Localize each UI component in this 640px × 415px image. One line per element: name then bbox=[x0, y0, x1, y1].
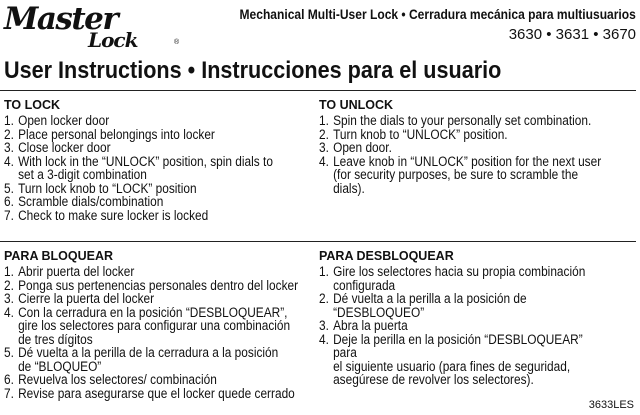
step-item bbox=[4, 346, 298, 373]
step-number: 5. bbox=[4, 345, 14, 360]
step-item bbox=[4, 128, 273, 142]
step-number: 7. bbox=[4, 207, 14, 223]
to-unlock-steps bbox=[319, 114, 640, 195]
step-item bbox=[4, 114, 273, 128]
step-number: 3. bbox=[319, 318, 329, 333]
step-text: Leave knob in “UNLOCK” position for the next user (for security purposes, be sure to scramble the dials). bbox=[333, 153, 602, 196]
step-item bbox=[4, 195, 273, 209]
to-lock-steps bbox=[4, 114, 310, 222]
model-numbers: 3630 • 3631 • 3670 bbox=[508, 26, 636, 43]
step-number: 5. bbox=[4, 180, 14, 196]
to-unlock-heading: TO UNLOCK bbox=[319, 98, 394, 112]
step-number: 4. bbox=[319, 153, 329, 169]
step-text: Close locker door bbox=[18, 140, 111, 155]
step-number: 4. bbox=[4, 153, 14, 169]
step-text: Dé vuelta a la perilla de la cerradura a la posición de “BLOQUEO” bbox=[18, 345, 279, 374]
step-item bbox=[4, 141, 273, 155]
step-text: Check to make sure locker is locked bbox=[18, 207, 209, 223]
step-text: Con la cerradura en la posición “DESBLOQUEAR”, gire los selectores para configurar una combinación de tres dígitos bbox=[18, 304, 291, 347]
step-text: Turn knob to “UNLOCK” position. bbox=[333, 126, 508, 142]
step-number: 6. bbox=[4, 372, 14, 387]
title-divider bbox=[0, 90, 636, 91]
to-unlock-section bbox=[319, 98, 640, 195]
para-desbloquear-steps bbox=[319, 265, 640, 387]
step-number: 2. bbox=[4, 126, 14, 142]
section-divider bbox=[0, 241, 636, 242]
step-text: Abrir puerta del locker bbox=[18, 264, 135, 279]
step-item bbox=[319, 155, 601, 196]
step-item bbox=[4, 292, 298, 306]
step-item bbox=[4, 306, 298, 347]
step-text: Dé vuelta a la perilla a la posición de “DESBLOQUEO” bbox=[333, 291, 527, 320]
para-bloquear-section bbox=[4, 249, 338, 400]
step-number: 7. bbox=[4, 385, 14, 401]
step-text: Open locker door bbox=[18, 113, 110, 128]
step-item bbox=[319, 141, 601, 155]
step-text: Cierre la puerta del locker bbox=[18, 291, 155, 306]
step-item bbox=[319, 292, 601, 319]
step-number: 2. bbox=[4, 277, 14, 293]
master-lock-logo bbox=[4, 3, 180, 53]
step-number: 2. bbox=[319, 126, 329, 142]
step-number: 6. bbox=[4, 194, 14, 209]
to-lock-heading: TO LOCK bbox=[4, 98, 61, 112]
step-text: Turn lock knob to “LOCK” position bbox=[18, 180, 197, 196]
step-text: Abra la puerta bbox=[333, 318, 408, 333]
step-item bbox=[319, 333, 601, 387]
document-code: 3633LES bbox=[588, 399, 634, 411]
step-number: 3. bbox=[4, 140, 14, 155]
product-subtitle: Mechanical Multi-User Lock • Cerradura mecánica para multiusuarios bbox=[239, 6, 636, 22]
step-text: Gire los selectores hacia su propia combinación configurada bbox=[333, 264, 586, 293]
step-number: 4. bbox=[4, 304, 14, 320]
step-number: 1. bbox=[319, 113, 329, 128]
step-item bbox=[4, 265, 298, 279]
step-number: 4. bbox=[319, 331, 329, 347]
step-item bbox=[4, 279, 298, 293]
step-number: 3. bbox=[319, 140, 329, 155]
step-number: 1. bbox=[319, 264, 329, 279]
registered-mark: ® bbox=[174, 39, 180, 46]
step-item bbox=[4, 373, 298, 387]
step-item bbox=[4, 182, 273, 196]
para-desbloquear-heading: PARA DESBLOQUEAR bbox=[319, 249, 454, 263]
step-number: 3. bbox=[4, 291, 14, 306]
step-item bbox=[319, 114, 601, 128]
step-number: 1. bbox=[4, 264, 14, 279]
step-text: Deje la perilla en la posición “DESBLOQUEAR” para el siguiente usuario (para fines de seguridad, asegúrese de revolver los selectores). bbox=[333, 331, 583, 387]
step-text: With lock in the “UNLOCK” position, spin dials to set a 3-digit combination bbox=[18, 153, 273, 182]
to-lock-section bbox=[4, 98, 310, 222]
step-item bbox=[319, 265, 601, 292]
page-title: User Instructions • Instrucciones para el usuario bbox=[4, 57, 502, 84]
para-bloquear-steps bbox=[4, 265, 338, 400]
para-desbloquear-section bbox=[319, 249, 640, 387]
step-text: Scramble dials/combination bbox=[18, 194, 164, 209]
step-text: Revuelva los selectores/ combinación bbox=[18, 372, 217, 387]
step-item bbox=[319, 319, 601, 333]
step-item bbox=[4, 387, 298, 401]
logo-master-word: Master bbox=[4, 1, 118, 37]
step-text: Open door. bbox=[333, 140, 392, 155]
step-text: Place personal belongings into locker bbox=[18, 126, 215, 142]
step-number: 1. bbox=[4, 113, 14, 128]
step-number: 2. bbox=[319, 291, 329, 306]
step-text: Spin the dials to your personally set combination. bbox=[333, 113, 592, 128]
step-item bbox=[4, 209, 273, 223]
step-item bbox=[4, 155, 273, 182]
step-text: Ponga sus pertenencias personales dentro del locker bbox=[18, 277, 299, 293]
para-bloquear-heading: PARA BLOQUEAR bbox=[4, 249, 114, 263]
logo-lock-word: Lock bbox=[88, 28, 138, 52]
step-item bbox=[319, 128, 601, 142]
step-text: Revise para asegurarse que el locker quede cerrado bbox=[18, 385, 295, 401]
